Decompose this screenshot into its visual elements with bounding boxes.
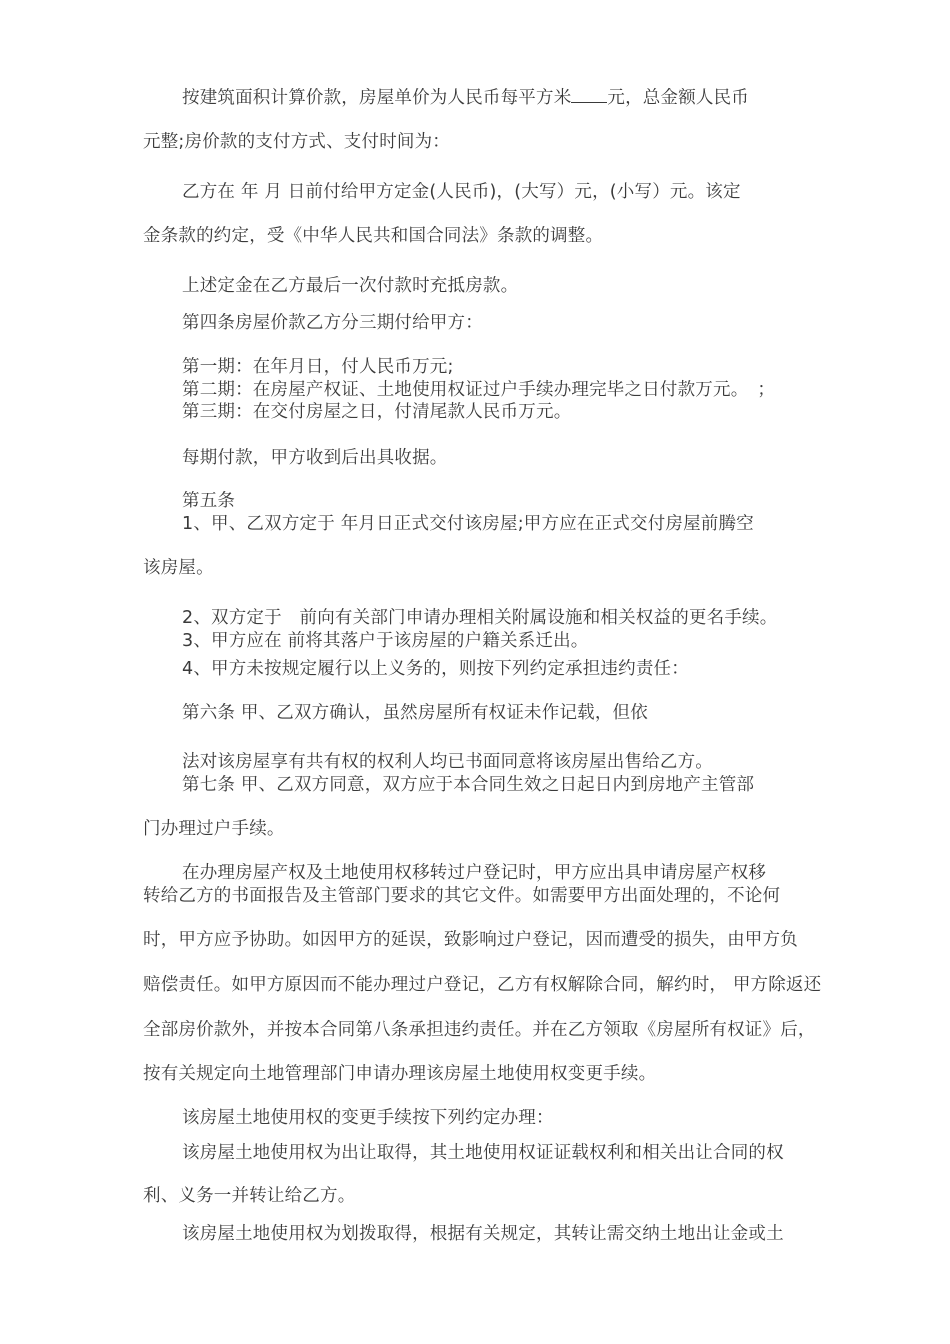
article-heading: 第五条 [182, 491, 236, 511]
paragraph-line: 转给乙方的书面报告及主管部门要求的其它文件。如需要甲方出面处理的，不论何 [143, 886, 781, 906]
clause-line: 3、甲方应在 前将其落户于该房屋的户籍关系迁出。 [182, 631, 589, 651]
paragraph-line: 上述定金在乙方最后一次付款时充抵房款。 [182, 276, 519, 296]
paragraph-line: 元整;房价款的支付方式、支付时间为： [143, 132, 450, 152]
clause-line: 1、甲、乙双方定于 年月日正式交付该房屋;甲方应在正式交付房屋前腾空 [182, 514, 754, 534]
article-line: 第七条 甲、乙双方同意，双方应于本合同生效之日起日内到房地产主管部 [182, 775, 755, 795]
paragraph-line: 金条款的约定，受《中华人民共和国合同法》条款的调整。 [143, 226, 604, 246]
article-line: 第六条 甲、乙双方确认，虽然房屋所有权证未作记载，但依 [182, 703, 648, 723]
clause-line: 该房屋。 [143, 558, 214, 578]
paragraph-line: 时，甲方应予协助。如因甲方的延误，致影响过户登记，因而遭受的损失，由甲方负 [143, 930, 798, 950]
paragraph-line: 赔偿责任。如甲方原因而不能办理过户登记，乙方有权解除合同，解约时， 甲方除返还 [143, 975, 822, 995]
paragraph-line: 在办理房屋产权及土地使用权移转过户登记时，甲方应出具申请房屋产权移 [182, 863, 767, 883]
paragraph-line: 该房屋土地使用权为出让取得，其土地使用权证证载权利和相关出让合同的权 [182, 1143, 784, 1163]
blank-underline [571, 88, 607, 103]
paragraph-line: 全部房价款外，并按本合同第八条承担违约责任。并在乙方领取《房屋所有权证》后， [143, 1020, 816, 1040]
article-line: 法对该房屋享有共有权的权利人均已书面同意将该房屋出售给乙方。 [182, 752, 713, 772]
paragraph-line: 利、义务一并转让给乙方。 [143, 1186, 356, 1206]
article-line: 门办理过户手续。 [143, 819, 285, 839]
clause-line: 4、甲方未按规定履行以上义务的，则按下列约定承担违约责任： [182, 659, 689, 679]
paragraph-line: 每期付款，甲方收到后出具收据。 [182, 448, 448, 468]
paragraph-line: 按建筑面积计算价款，房屋单价为人民币每平方米 元，总金额人民币 [182, 88, 750, 108]
paragraph-line: 该房屋土地使用权的变更手续按下列约定办理： [182, 1108, 554, 1128]
clause-line: 2、双方定于 前向有关部门申请办理相关附属设施和相关权益的更名手续。 [182, 608, 778, 628]
paragraph-line: 该房屋土地使用权为划拨取得，根据有关规定，其转让需交纳土地出让金或土 [182, 1224, 784, 1244]
payment-term: 第一期：在年月日，付人民币万元; [182, 357, 454, 377]
payment-term: 第二期：在房屋产权证、土地使用权证过户手续办理完毕之日付款万元。 ； [182, 380, 776, 400]
paragraph-line: 乙方在 年 月 日前付给甲方定金(人民币)，(大写）元，(小写）元。该定 [182, 182, 741, 202]
paragraph-line: 按有关规定向土地管理部门申请办理该房屋土地使用权变更手续。 [143, 1064, 657, 1084]
payment-term: 第三期：在交付房屋之日，付清尾款人民币万元。 [182, 402, 572, 422]
article-heading: 第四条房屋价款乙方分三期付给甲方： [182, 313, 483, 333]
